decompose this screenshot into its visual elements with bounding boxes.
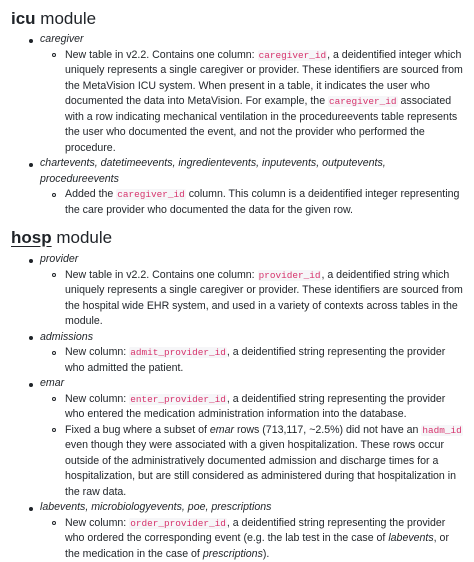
change-text: , a deidentified string representing the provider who entered the medication administration information into the database. [65, 393, 445, 421]
column-code: enter_provider_id [129, 394, 227, 405]
table-name-caregiver: caregiver [40, 33, 84, 45]
chartevents-change-item [40, 187, 466, 218]
change-text: , a deidentified string representing the provider who ordered the corresponding event (e.g. the lab test in the case of [65, 517, 445, 545]
table-name-emar: emar [40, 377, 64, 389]
change-text: Added the [65, 188, 116, 200]
icu-table-list [11, 32, 466, 218]
column-code: hadm_id [421, 425, 462, 436]
change-text: New table in v2.2. Contains one column: [65, 49, 258, 61]
icu-module-section [11, 8, 466, 218]
emar-change-item [40, 423, 466, 501]
icu-module-heading [11, 8, 466, 30]
list-item-emar [11, 376, 466, 500]
change-text: New column: [65, 346, 129, 358]
hosp-module-name: hosp [11, 228, 52, 247]
table-names-labevents: labevents, microbiologyevents, poe, prescriptions [40, 501, 271, 513]
change-text: Fixed a bug where a subset of [65, 424, 210, 436]
list-item-caregiver [11, 32, 466, 156]
list-item-admissions [11, 330, 466, 377]
emar-change-item [40, 392, 466, 423]
hosp-module-word: module [56, 228, 112, 247]
table-ref: labevents [388, 532, 433, 544]
labevents-change-item [40, 516, 466, 562]
caregiver-change-item [40, 48, 466, 157]
hosp-module-section [11, 227, 466, 562]
change-text: New column: [65, 393, 129, 405]
table-name-provider: provider [40, 253, 78, 265]
table-names-chartevents: chartevents, datetimeevents, ingredientevents, inputevents, outputevents, procedureevents [40, 157, 386, 185]
change-text: column. This column is a deidentified integer representing the care provider who documented the data for the given row. [65, 188, 459, 216]
table-ref: emar [210, 424, 234, 436]
icu-module-name: icu [11, 9, 36, 28]
change-text: New table in v2.2. Contains one column: [65, 269, 258, 281]
provider-change-list [40, 268, 466, 330]
emar-change-list [40, 392, 466, 501]
column-code: admit_provider_id [129, 347, 227, 358]
change-text: , a deidentified integer which uniquely represents a single caregiver or provider. These identifiers are sourced from the MetaVision ICU system. When present in a table, it indicates the user who documented the data into MetaVision. For example, the [65, 49, 463, 108]
caregiver-change-list [40, 48, 466, 157]
column-code: order_provider_id [129, 518, 227, 529]
list-item-chartevents [11, 156, 466, 218]
chartevents-change-list [40, 187, 466, 218]
column-code: caregiver_id [328, 96, 398, 107]
column-code: caregiver_id [258, 50, 328, 61]
change-text: , or the medication in the case of [65, 532, 449, 560]
table-name-admissions: admissions [40, 331, 93, 343]
change-text: associated with a row indicating mechanical ventilation in the procedureevents table represents the user who documented the event, and not the provider who performed the procedure. [65, 95, 457, 154]
change-text: ). [263, 548, 269, 560]
change-text: even though they were associated with a given hospitalization. These rows occur outside of the administratively documented admission and discharge times for a hospitalization, but are still considered as administered during that hospitalization in the raw data. [65, 439, 456, 498]
hosp-table-list [11, 252, 466, 562]
list-item-labevents [11, 500, 466, 562]
change-text: , a deidentified string representing the provider who admitted the patient. [65, 346, 445, 374]
table-ref: prescriptions [203, 548, 263, 560]
admissions-change-item [40, 345, 466, 376]
icu-module-word: module [40, 9, 96, 28]
change-text: rows (713,117, ~2.5%) did not have an [234, 424, 421, 436]
change-text: New column: [65, 517, 129, 529]
admissions-change-list [40, 345, 466, 376]
provider-change-item [40, 268, 466, 330]
column-code: caregiver_id [116, 189, 186, 200]
list-item-provider [11, 252, 466, 330]
column-code: provider_id [258, 270, 322, 281]
labevents-change-list [40, 516, 466, 562]
hosp-module-heading [11, 227, 466, 249]
change-text: , a deidentified string which uniquely represents a single caregiver or provider. These identifiers are sourced from the hospital wide EHR system, and used in a variety of contexts across tables in the module. [65, 269, 463, 328]
